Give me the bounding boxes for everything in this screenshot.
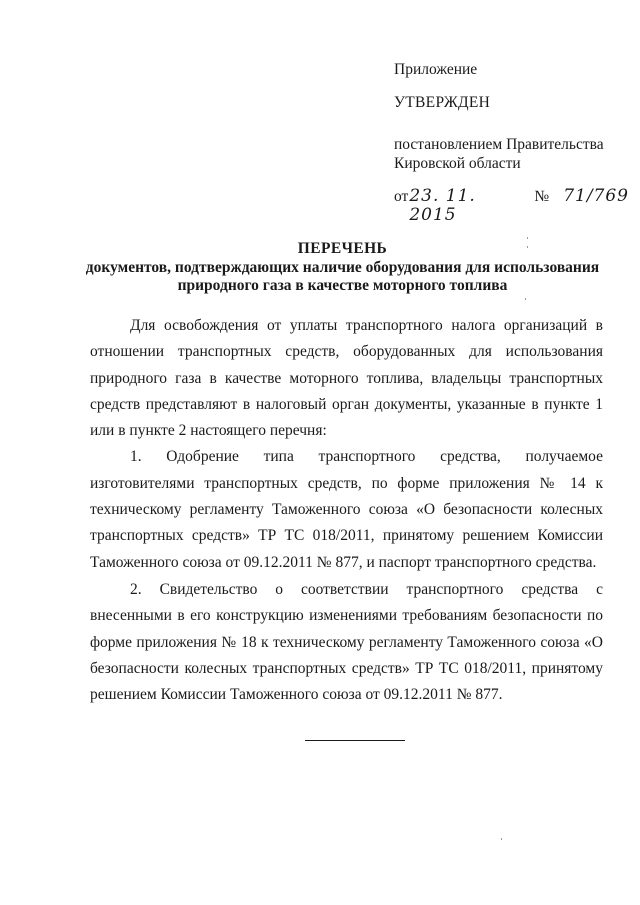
scan-speck xyxy=(525,298,526,300)
handwritten-number: 71/769 xyxy=(563,186,629,206)
item-2-paragraph: 2. Свидетельство о соответствии транспортного средства с внесенными в его конструкцию изменениями требованиям безопасности по форме приложения № 18 к техническому регламенту Таможенного союза «О безопасности колесных транспортных средств» ТР ТС 018/2011, принятому решением Комиссии Таможенного союза от 09.12.2011 № 877. xyxy=(90,580,603,704)
date-prefix: от xyxy=(394,188,409,205)
approved-label: УТВЕРЖДЕН xyxy=(394,94,491,111)
title-line-3: природного газа в качестве моторного топлива xyxy=(177,277,508,294)
handwritten-date: 23. 11. 2015 xyxy=(409,186,476,225)
date-number-line xyxy=(394,187,629,225)
title-main: ПЕРЕЧЕНЬ xyxy=(297,240,388,257)
document-body xyxy=(90,313,603,708)
approval-block xyxy=(394,60,629,225)
number-label: № xyxy=(534,188,550,205)
decree-line-2: Кировской области xyxy=(394,155,521,172)
scan-speck xyxy=(501,838,502,840)
decree-line-1: постановлением Правительства xyxy=(394,136,604,153)
appendix-label: Приложение xyxy=(394,61,478,78)
scan-speck xyxy=(527,237,528,239)
intro-paragraph: Для освобождения от уплаты транспортного налога организаций в отношении транспортных средств, оборудованных для использования природного газа в качестве моторного топлива, владельцы транспортных средств представляют в налоговый орган документы, указанные в пункте 1 или в пункте 2 настоящего перечня: xyxy=(90,317,603,440)
scan-speck xyxy=(527,246,528,248)
item-1-paragraph: 1. Одобрение типа транспортного средства, получаемое изготовителями транспортных средств, по форме приложения № 14 к техническому регламенту Таможенного союза «О безопасности колесных транспортных средств» ТР ТС 018/2011, принятому решением Комиссии Таможенного союза от 09.12.2011 № 877, и паспорт транспортного средства. xyxy=(90,448,603,571)
title-line-2: документов, подтверждающих наличие оборудования для использования xyxy=(85,259,600,276)
document-title xyxy=(80,240,605,295)
end-separator-line xyxy=(305,740,405,741)
